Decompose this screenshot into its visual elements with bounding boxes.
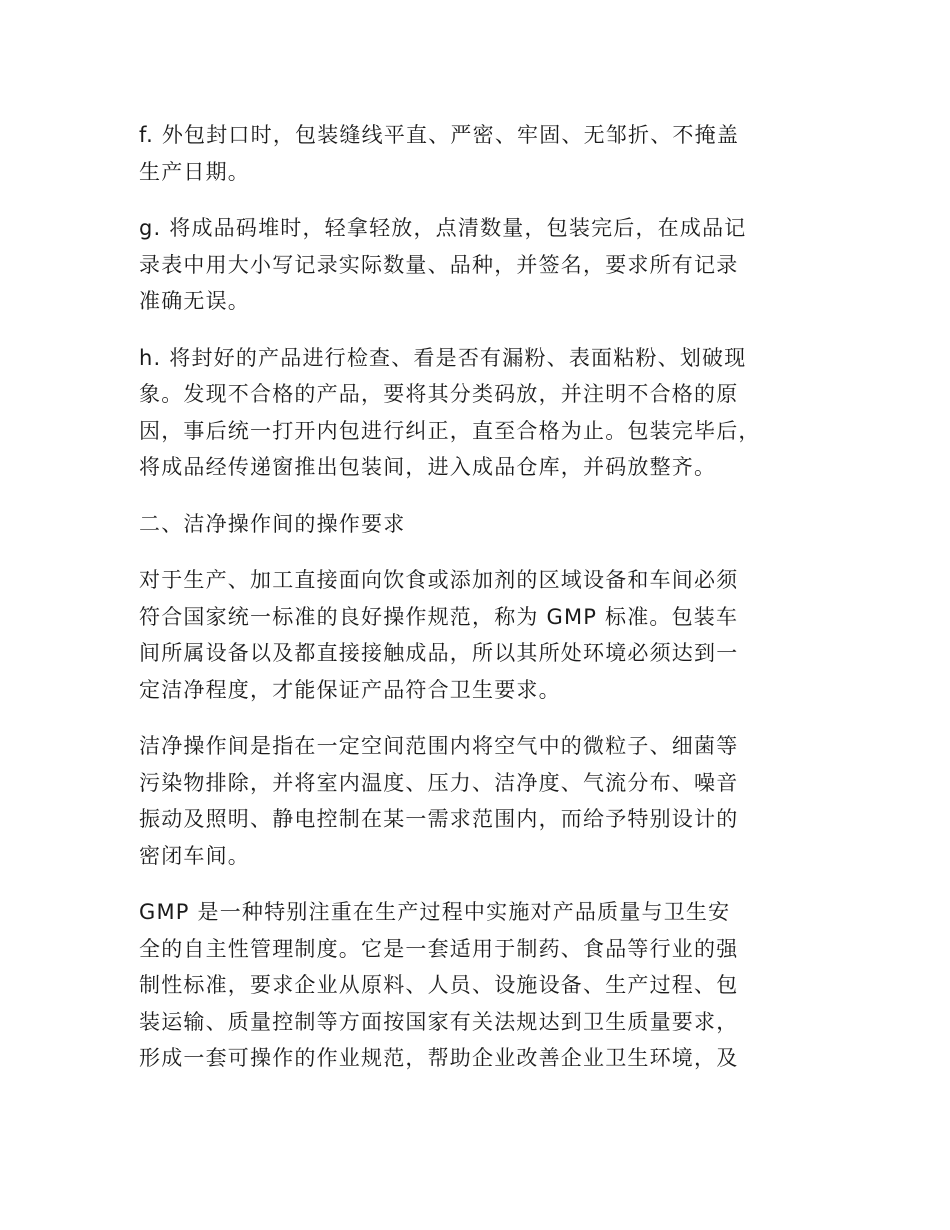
text-line: 全的自主性管理制度。它是一套适用于制药、食品等行业的强 — [139, 936, 739, 961]
paragraph-clean-room-definition — [139, 728, 819, 874]
text-line: 装运输、质量控制等方面按国家有关法规达到卫生质量要求， — [139, 1009, 739, 1034]
text-line: 符合国家统一标准的良好操作规范，称为 GMP 标准。包装车 — [139, 604, 739, 629]
paragraph-gmp-standard — [139, 562, 819, 708]
text-line: 录表中用大小写记录实际数量、品种，并签名，要求所有记录 — [139, 252, 739, 277]
text-line: 因，事后统一打开内包进行纠正，直至合格为止。包装完毕后， — [139, 418, 761, 443]
text-line: 污染物排除，并将室内温度、压力、洁净度、气流分布、噪音 — [139, 770, 739, 795]
document-body — [139, 117, 819, 1097]
text-line: 象。发现不合格的产品，要将其分类码放，并注明不合格的原 — [139, 382, 739, 406]
text-line: h. 将封好的产品进行检查、看是否有漏粉、表面粘粉、划破现 — [139, 345, 747, 370]
text-line: 制性标准，要求企业从原料、人员、设施设备、生产过程、包 — [139, 973, 739, 997]
text-line: 形成一套可操作的作业规范，帮助企业改善企业卫生环境，及 — [139, 1046, 739, 1070]
paragraph-gmp-management — [139, 894, 819, 1077]
text-line: 洁净操作间是指在一定空间范围内将空气中的微粒子、细菌等 — [139, 734, 739, 758]
text-line: 生产日期。 — [139, 159, 250, 184]
text-line: GMP 是一种特别注重在生产过程中实施对产品质量与卫生安 — [139, 900, 731, 924]
text-line: 振动及照明、静电控制在某一需求范围内，而给予特别设计的 — [139, 807, 739, 831]
text-line: 二、洁净操作间的操作要求 — [139, 511, 406, 536]
text-line: 定洁净程度，才能保证产品符合卫生要求。 — [139, 677, 561, 702]
paragraph-h-inspection — [139, 340, 819, 486]
paragraph-f-outer-seal — [139, 117, 819, 190]
section-heading-clean-room — [139, 506, 819, 543]
text-line: 间所属设备以及都直接接触成品，所以其所处环境必须达到一 — [139, 641, 739, 665]
paragraph-g-stacking — [139, 210, 819, 320]
text-line: 密闭车间。 — [139, 843, 250, 868]
text-line: 将成品经传递窗推出包装间，进入成品仓库，并码放整齐。 — [139, 455, 717, 479]
text-line: g. 将成品码堆时，轻拿轻放，点清数量，包装完后，在成品记 — [139, 216, 747, 240]
text-line: 准确无误。 — [139, 289, 250, 313]
text-line: 对于生产、加工直接面向饮食或添加剂的区域设备和车间必须 — [139, 568, 739, 592]
text-line: f. 外包封口时，包装缝线平直、严密、牢固、无邹折、不掩盖 — [139, 123, 740, 147]
